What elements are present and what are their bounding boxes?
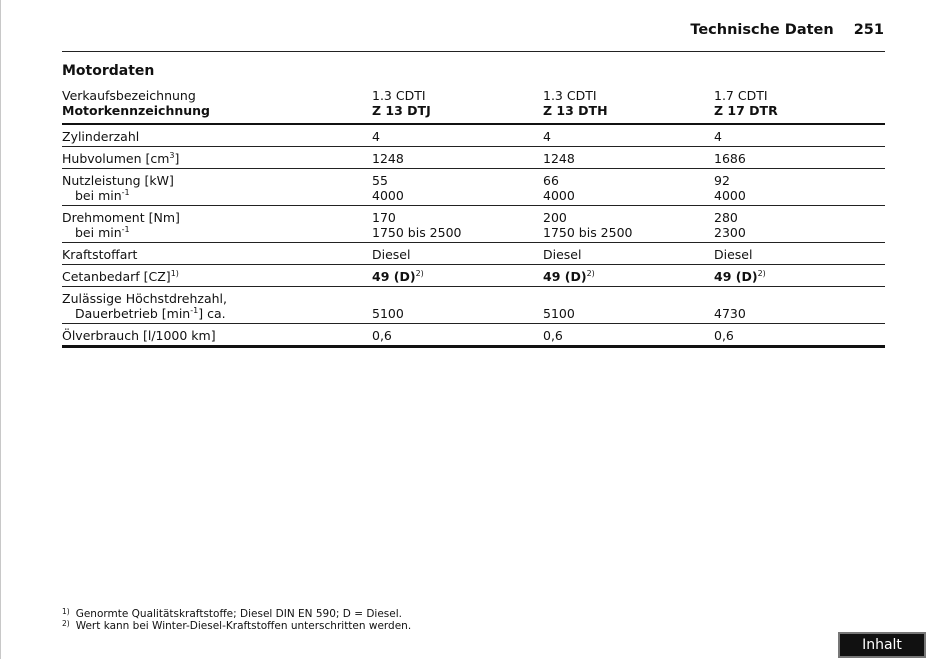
label-text: Zulässige Höchstdrehzahl, [62, 291, 227, 306]
footnote-ref: 2) [757, 269, 766, 278]
page-number: 251 [853, 22, 884, 38]
engine-code: Z 17 DTR [714, 103, 778, 118]
table-row-hubvolumen [62, 147, 885, 169]
row-value [543, 269, 714, 284]
label-end: ] [174, 151, 180, 166]
row-value: 4 [372, 129, 380, 144]
value: 49 (D) [714, 269, 758, 284]
header-engine-3 [714, 88, 885, 118]
value: 170 [372, 210, 396, 225]
header-engine-1 [372, 88, 543, 118]
row-label: Zylinderzahl [62, 129, 140, 144]
value: 66 [543, 173, 559, 188]
engine-name: 1.7 CDTI [714, 88, 768, 103]
footnote-text: Genormte Qualitätskraftstoffe; Diesel DIN EN 590; D = Diesel. [75, 608, 402, 620]
row-value: 4 [543, 129, 551, 144]
footnote-text: Wert kann bei Winter-Diesel-Kraftstoffen unterschritten werden. [75, 620, 412, 632]
sub-value: 1750 bis 2500 [543, 225, 633, 240]
row-value [714, 173, 885, 203]
value: 4730 [714, 306, 746, 321]
table-row-oelverbrauch [62, 324, 885, 348]
engine-name: 1.3 CDTI [543, 88, 597, 103]
row-value [372, 291, 543, 321]
sub-value: 4000 [372, 188, 404, 203]
sub-label [62, 306, 372, 321]
row-label [62, 210, 372, 240]
header-label-sales-name: Verkaufsbezeichnung [62, 88, 196, 103]
sub-value: 2300 [714, 225, 746, 240]
sub-label-text: bei min [75, 225, 122, 240]
chapter-title: Technische Daten [690, 22, 834, 38]
page-left-border [0, 0, 1, 659]
sub-value: 4000 [543, 188, 575, 203]
sub-label-superscript: -1 [190, 306, 199, 315]
footnote-ref: 1) [170, 269, 179, 278]
sub-label-superscript: -1 [121, 188, 130, 197]
value: 49 (D) [543, 269, 587, 284]
table-row-hoechstdrehzahl [62, 287, 885, 324]
table-row-kraftstoffart [62, 243, 885, 265]
footnote-ref: 2) [415, 269, 424, 278]
row-value: Diesel [543, 247, 582, 262]
row-value: Diesel [714, 247, 753, 262]
row-value [543, 291, 714, 321]
inhalt-button[interactable]: Inhalt [838, 632, 926, 658]
row-value: 4 [714, 129, 722, 144]
label-superscript: 3 [169, 151, 175, 160]
section-title: Motordaten [62, 63, 155, 79]
row-label [62, 151, 372, 166]
label-text: Cetanbedarf [CZ] [62, 269, 171, 284]
sub-label-end: ] ca. [198, 306, 226, 321]
row-value: 0,6 [543, 328, 563, 343]
sub-label [62, 225, 372, 240]
page-header [690, 22, 884, 38]
engine-code: Z 13 DTH [543, 103, 608, 118]
row-label [62, 291, 372, 321]
row-value: 1248 [372, 151, 404, 166]
row-value: 0,6 [714, 328, 734, 343]
sub-label-superscript: -1 [121, 225, 130, 234]
row-value: 0,6 [372, 328, 392, 343]
footnote-2 [62, 620, 411, 632]
value: 5100 [372, 306, 404, 321]
sub-label [62, 188, 372, 203]
value: 200 [543, 210, 567, 225]
row-value [714, 210, 885, 240]
label-text: Hubvolumen [cm [62, 151, 170, 166]
row-value [714, 291, 885, 321]
header-rule [62, 51, 885, 52]
value: 5100 [543, 306, 575, 321]
footnote-mark: 2) [62, 619, 70, 628]
label-text: Drehmoment [Nm] [62, 210, 180, 225]
engine-code: Z 13 DTJ [372, 103, 431, 118]
row-value [372, 269, 543, 284]
footnote-ref: 2) [586, 269, 595, 278]
row-value: 1248 [543, 151, 575, 166]
value: 49 (D) [372, 269, 416, 284]
row-value: 1686 [714, 151, 746, 166]
value: 280 [714, 210, 738, 225]
row-label [62, 269, 372, 284]
footnote-mark: 1) [62, 607, 70, 616]
value: 92 [714, 173, 730, 188]
table-row-cetanbedarf [62, 265, 885, 287]
row-value: Diesel [372, 247, 411, 262]
table-header-row [62, 88, 885, 125]
header-label-cell [62, 88, 372, 118]
header-engine-2 [543, 88, 714, 118]
sub-value: 4000 [714, 188, 746, 203]
row-label [62, 173, 372, 203]
row-label: Kraftstoffart [62, 247, 138, 262]
footnote-1 [62, 608, 411, 620]
row-label: Ölverbrauch [l/1000 km] [62, 328, 216, 343]
row-value [543, 173, 714, 203]
table-row-nutzleistung [62, 169, 885, 206]
label-text: Nutzleistung [kW] [62, 173, 174, 188]
row-value [714, 269, 885, 284]
header-label-engine-code: Motorkennzeichnung [62, 103, 210, 118]
footnotes [62, 608, 411, 632]
value: 55 [372, 173, 388, 188]
sub-value: 1750 bis 2500 [372, 225, 462, 240]
sub-label-text: bei min [75, 188, 122, 203]
row-value [543, 210, 714, 240]
engine-data-table [62, 88, 885, 348]
sub-label-text: Dauerbetrieb [min [75, 306, 191, 321]
engine-name: 1.3 CDTI [372, 88, 426, 103]
row-value [372, 210, 543, 240]
table-row-zylinderzahl [62, 125, 885, 147]
table-row-drehmoment [62, 206, 885, 243]
row-value [372, 173, 543, 203]
